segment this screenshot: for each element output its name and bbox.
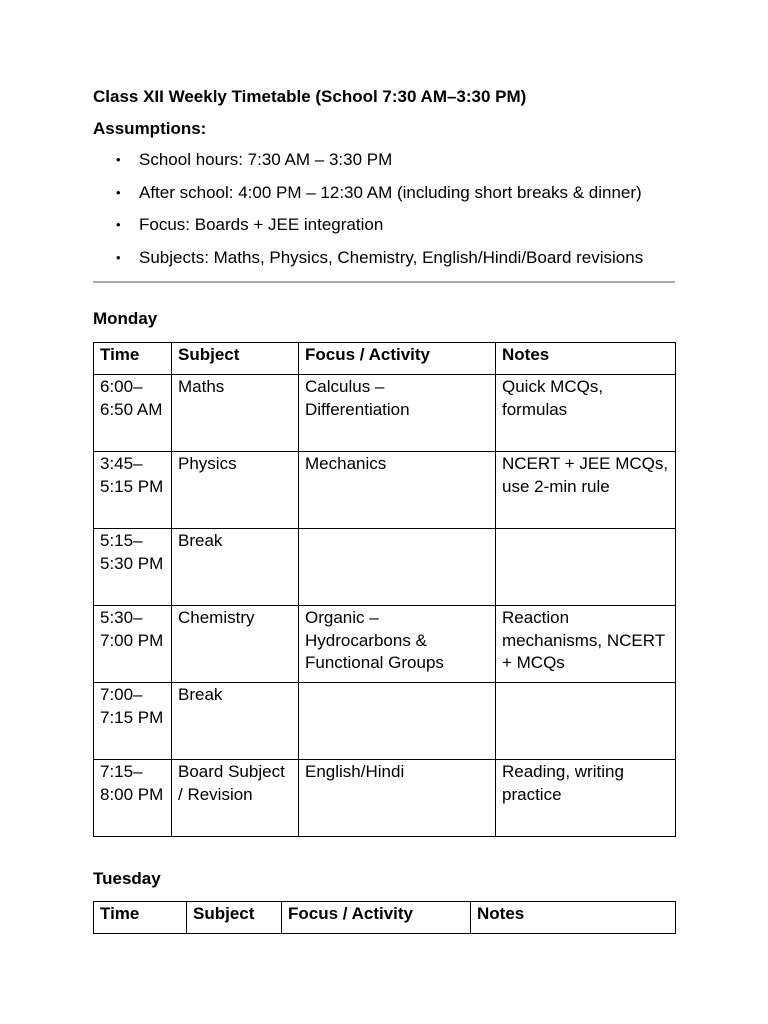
table-row — [94, 683, 676, 760]
cell-subject: Break — [172, 683, 299, 760]
horizontal-divider — [93, 281, 675, 283]
cell-subject: Maths — [172, 375, 299, 452]
table-row — [94, 606, 676, 683]
assumption-item: • Focus: Boards + JEE integration — [139, 214, 675, 236]
table-header-row — [94, 343, 676, 375]
cell-focus: English/Hindi — [299, 760, 496, 837]
cell-notes: Quick MCQs, formulas — [496, 375, 676, 452]
document-header — [93, 86, 675, 279]
assumptions-list — [93, 149, 675, 269]
day-heading-tuesday: Tuesday — [93, 869, 161, 888]
cell-time: 5:30–7:00 PM — [94, 606, 172, 683]
day-heading-monday: Monday — [93, 309, 158, 328]
table-header-row — [94, 902, 676, 934]
cell-focus: Mechanics — [299, 452, 496, 529]
tuesday-timetable — [93, 901, 676, 934]
column-header-subject: Subject — [187, 902, 282, 934]
cell-time: 5:15–5:30 PM — [94, 529, 172, 606]
cell-time: 7:00–7:15 PM — [94, 683, 172, 760]
cell-focus — [299, 529, 496, 606]
cell-notes — [496, 683, 676, 760]
assumption-item: • Subjects: Maths, Physics, Chemistry, English/Hindi/Board revisions — [139, 247, 675, 269]
table-row — [94, 452, 676, 529]
table-row — [94, 375, 676, 452]
cell-time: 7:15–8:00 PM — [94, 760, 172, 837]
monday-timetable — [93, 342, 676, 837]
cell-focus: Organic – Hydrocarbons & Functional Groups — [299, 606, 496, 683]
column-header-subject: Subject — [172, 343, 299, 375]
cell-focus — [299, 683, 496, 760]
cell-time: 6:00–6:50 AM — [94, 375, 172, 452]
assumptions-heading: Assumptions: — [93, 119, 207, 138]
cell-subject: Break — [172, 529, 299, 606]
table-row — [94, 760, 676, 837]
document-title: Class XII Weekly Timetable (School 7:30 AM–3:30 PM) — [93, 87, 527, 106]
cell-notes: Reading, writing practice — [496, 760, 676, 837]
cell-subject: Physics — [172, 452, 299, 529]
column-header-time: Time — [94, 902, 187, 934]
column-header-focus: Focus / Activity — [299, 343, 496, 375]
cell-focus: Calculus – Differentiation — [299, 375, 496, 452]
column-header-notes: Notes — [471, 902, 676, 934]
cell-notes — [496, 529, 676, 606]
cell-notes: Reaction mechanisms, NCERT + MCQs — [496, 606, 676, 683]
assumption-item: • After school: 4:00 PM – 12:30 AM (including short breaks & dinner) — [139, 182, 675, 204]
column-header-time: Time — [94, 343, 172, 375]
cell-subject: Chemistry — [172, 606, 299, 683]
assumption-item: • School hours: 7:30 AM – 3:30 PM — [139, 149, 675, 171]
column-header-focus: Focus / Activity — [282, 902, 471, 934]
column-header-notes: Notes — [496, 343, 676, 375]
table-row — [94, 529, 676, 606]
cell-subject: Board Subject / Revision — [172, 760, 299, 837]
cell-notes: NCERT + JEE MCQs, use 2-min rule — [496, 452, 676, 529]
cell-time: 3:45–5:15 PM — [94, 452, 172, 529]
